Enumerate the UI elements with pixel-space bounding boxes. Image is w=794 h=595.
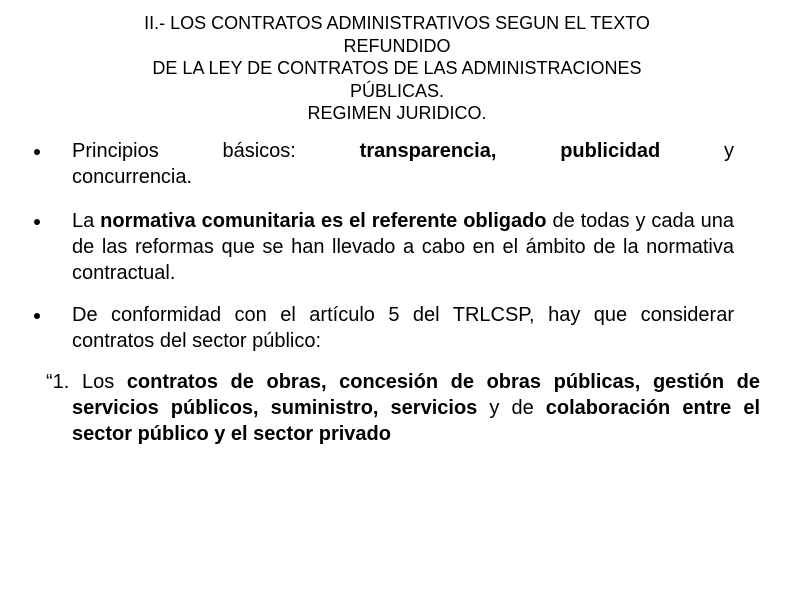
bullet-dot-icon <box>34 219 40 225</box>
bullet-dot-icon <box>34 149 40 155</box>
bullet-text: Principios básicos: <box>72 140 360 162</box>
bullet-bold-text: transparencia, publicidad <box>359 140 661 162</box>
bullet-text: concurrencia. <box>72 166 193 188</box>
title-line-5: REGIMEN JURIDICO. <box>307 103 487 123</box>
quote-bold-text: colaboración entre el sector público y el sector privado <box>72 397 761 445</box>
bullet-principios <box>34 138 734 190</box>
bullet-dot-icon <box>34 313 40 319</box>
bullet-normativa <box>34 208 734 286</box>
bullet-bold-text: normativa comunitaria es el referente obligado <box>100 210 547 232</box>
title-line-2: REFUNDIDO <box>343 35 451 56</box>
bullet-conformidad <box>34 302 734 354</box>
bullet-text: y <box>660 140 734 162</box>
title-line-4: PÚBLICAS. <box>349 80 445 101</box>
quote-text: “1. Los <box>46 371 127 393</box>
quote-bold-text: contratos de obras, concesión de obras públicas, gestión de servicios públicos, suministro, servicios <box>72 371 761 419</box>
quote-paragraph <box>46 369 760 447</box>
quote-text: y de <box>477 397 546 419</box>
bullet-text: de todas y cada una de las reformas que se han llevado a cabo en el ámbito de la normativa contractual. <box>72 210 735 284</box>
title-line-3: DE LA LEY DE CONTRATOS DE LAS ADMINISTRACIONES <box>152 58 642 78</box>
bullet-text: La <box>72 210 101 232</box>
bullet-text: De conformidad con el artículo 5 del TRLCSP, hay que considerar contratos del sector público: <box>72 304 734 352</box>
title-line-1: II.- LOS CONTRATOS ADMINISTRATIVOS SEGUN EL TEXTO <box>144 13 650 33</box>
page-title <box>60 12 734 125</box>
bullet-list <box>34 138 734 354</box>
